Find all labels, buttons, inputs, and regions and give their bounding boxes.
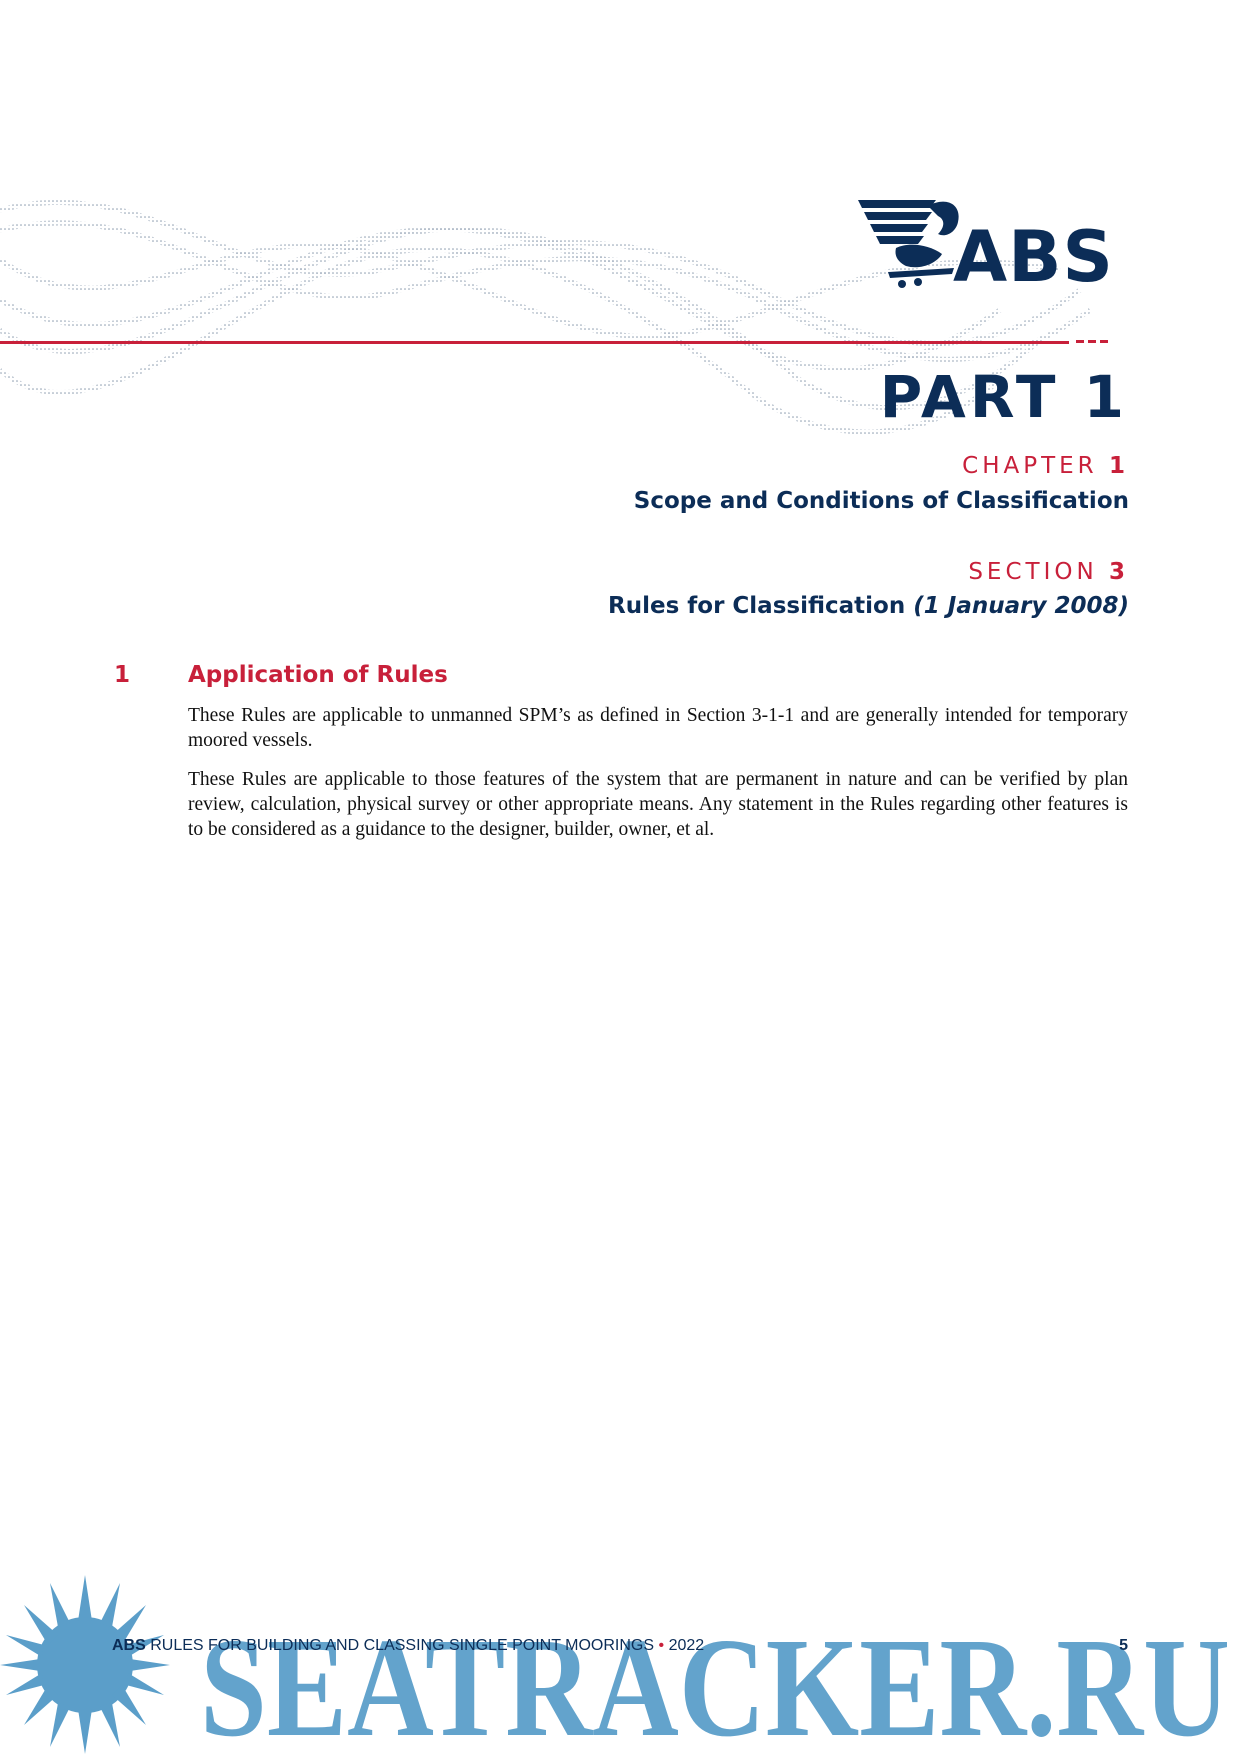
section-number: 3 [1108,559,1129,585]
section-title-line [608,593,1129,621]
chapter-label: CHAPTER [962,453,1098,479]
paragraph: These Rules are applicable to those features of the system that are permanent in nature and can be verified by plan review, calculation, physical survey or other appropriate means. Any statement in the Rules regarding other features is to be considered as a guidance to the designer, builder, owner, et al. [188,769,1128,840]
seatracker-watermark [0,1565,1240,1754]
footer-year: 2022 [668,1637,705,1654]
section-title: Rules for Classification [608,593,906,619]
chapter-number: 1 [1108,453,1129,479]
body-text [188,703,1128,856]
section-date: (1 January 2008) [913,593,1129,619]
section-label-line [968,561,1129,584]
chapter-label-line [962,455,1129,478]
heading-number: 1 [114,662,131,688]
header-rule-dots [1076,340,1116,345]
page-footer [112,1638,1128,1654]
paragraph: These Rules are applicable to unmanned SPM’s as defined in Section 3-1-1 and are generally intended for temporary moored vessels. [188,705,1128,751]
header-red-rule [0,341,1069,344]
footer-title: RULES FOR BUILDING AND CLASSING SINGLE POINT MOORINGS [150,1637,655,1654]
page-number: 5 [1119,1637,1128,1654]
chapter-title: Scope and Conditions of Classification [633,488,1129,514]
footer-brand: ABS [112,1637,146,1654]
sun-burst-icon [0,1575,170,1754]
section-label: SECTION [968,559,1098,585]
heading-title: Application of Rules [188,662,448,688]
footer-separator: • [658,1637,665,1654]
abs-logo-text: ABS [953,216,1114,298]
part-title: PART 1 [879,363,1128,431]
watermark-text: SEATRACKER.RU [200,1608,1230,1754]
